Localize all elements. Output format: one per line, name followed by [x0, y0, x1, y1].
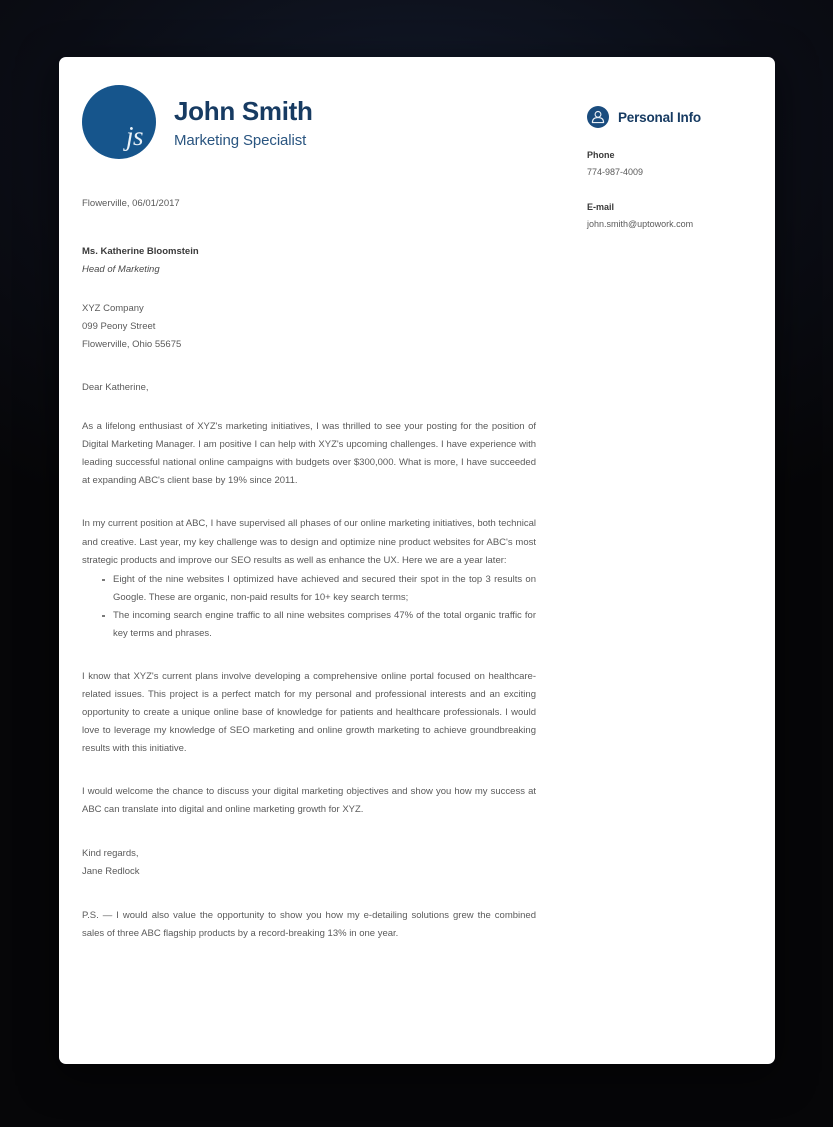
sidebar-heading	[587, 106, 751, 128]
email-value: john.smith@uptowork.com	[587, 219, 694, 230]
closing-line: Kind regards,	[82, 848, 139, 860]
sidebar-title: Personal Info	[618, 109, 701, 125]
full-name: John Smith	[174, 95, 313, 126]
letter-paragraph-2: In my current position at ABC, I have supervised all phases of our online marketing initiatives, both technical and creative. Last year, my key challenge was to design and optimize nine product websites for ABC's most strategic products and improve our SEO results as well as enhance the UX. Here we are a year later:	[82, 518, 536, 566]
avatar	[82, 85, 156, 159]
company-street: 099 Peony Street	[82, 321, 156, 333]
signature-name: Jane Redlock	[82, 866, 140, 878]
company-name: XYZ Company	[82, 303, 144, 315]
letter-page	[59, 57, 775, 1064]
company-address-block	[82, 300, 536, 354]
person-icon	[587, 106, 609, 128]
recipient-block	[82, 243, 536, 278]
salutation: Dear Katherine,	[82, 382, 149, 394]
info-group-email	[587, 200, 751, 232]
recipient-name: Ms. Katherine Bloomstein	[82, 246, 199, 257]
avatar-monogram: js	[125, 121, 143, 151]
letter-paragraph-1: As a lifelong enthusiast of XYZ's marketing initiatives, I was thrilled to see your posting for the position of Digital Marketing Manager. I am positive I can help with XYZ's upcoming challenges. I have experience with leading successful national online campaigns with budgets over $300,000. What is more, I have succeeded at expanding ABC's client base by 19% since 2011.	[82, 421, 536, 487]
letter-body-column	[82, 79, 544, 1064]
postscript: P.S. — I would also value the opportunity to show you how my e-detailing solutions grew the combined sales of three ABC flagship products by a record-breaking 13% in one year.	[82, 910, 536, 940]
recipient-role: Head of Marketing	[82, 263, 160, 275]
date-line: Flowerville, 06/01/2017	[82, 198, 180, 209]
achievements-list	[82, 571, 536, 643]
company-city-state-zip: Flowerville, Ohio 55675	[82, 339, 182, 351]
signoff-block	[82, 845, 536, 881]
list-item: The incoming search engine traffic to all nine websites comprises 47% of the total organic traffic for key terms and phrases.	[102, 607, 536, 643]
letter-paragraph-4: I would welcome the chance to discuss your digital marketing objectives and show you how my success at ABC can translate into digital and online marketing growth for XYZ.	[82, 786, 536, 816]
job-title: Marketing Specialist	[174, 132, 307, 150]
letter-paragraph-3: I know that XYZ's current plans involve developing a comprehensive online portal focused on healthcare-related issues. This project is a perfect match for my personal and professional interests and an exciting opportunity to create a unique online base of knowledge for patients and healthcare professionals. I would love to leverage my knowledge of SEO marketing and online growth marketing to achieve groundbreaking results with this initiative.	[82, 670, 536, 754]
letter-header	[82, 85, 536, 159]
email-label: E-mail	[587, 201, 615, 212]
phone-value: 774-987-4009	[587, 167, 644, 178]
phone-label: Phone	[587, 150, 615, 160]
info-group-phone	[587, 148, 751, 180]
personal-info-sidebar	[544, 79, 751, 1064]
list-item: Eight of the nine websites I optimized have achieved and secured their spot in the top 3 results on Google. These are organic, non-paid results for 10+ key search terms;	[102, 571, 536, 607]
name-block	[174, 95, 313, 150]
